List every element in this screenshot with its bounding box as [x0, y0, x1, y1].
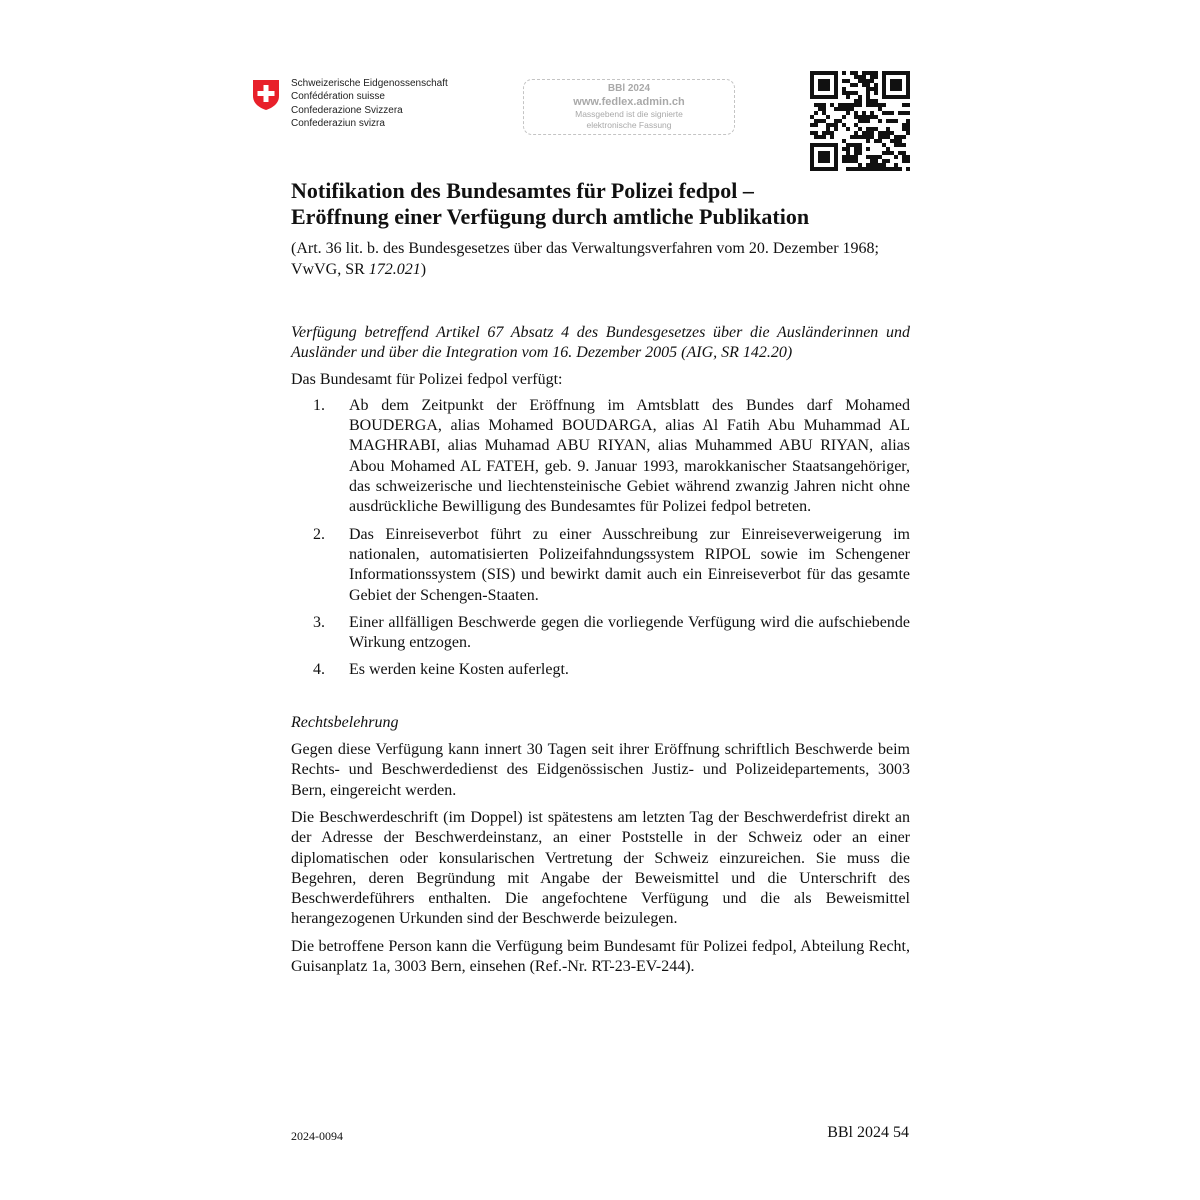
item-text: Einer allfälligen Beschwerde gegen die vorliegende Verfügung wird die aufschiebende Wirkung entzogen.: [349, 613, 910, 652]
page-reference: BBl 2024 54: [827, 1124, 909, 1141]
legal-paragraph-3: Die betroffene Person kann die Verfügung beim Bundesamt für Polizei fedpol, Abteilung Recht, Guisanplatz 1a, 3003 Bern, einsehen (Ref.-Nr. RT-23-EV-244).: [291, 937, 910, 976]
list-item: [291, 613, 910, 654]
stamp-url[interactable]: www.fedlex.admin.ch: [573, 96, 685, 108]
item-text: Ab dem Zeitpunkt der Eröffnung im Amtsblatt des Bundes darf Mohamed BOUDERGA, alias Mohamed BOUDARGA, alias Al Fatih Abu Muhammad AL MAGHRABI, alias Muhamad ABU RIYAN, alias Muhammed ABU RIYAN, alias Abou Mohamed AL FATEH, geb. 9. Januar 1993, marokkanischer Staatsangehöriger, das schweizerische und liechtensteinische Gebiet während zwanzig Jahren nicht ohne ausdrückliche Bewilligung des Bundesamtes für Polizei fedpol betreten.: [349, 396, 910, 516]
item-number: 1.: [313, 396, 325, 414]
list-item: [291, 660, 910, 680]
decision-heading: Verfügung betreffend Artikel 67 Absatz 4 des Bundesgesetzes über die Ausländerinnen und Ausländer und über die Integration vom 16. Dezember 2005 (AIG, SR 142.20): [291, 324, 910, 362]
document-number: 2024-0094: [291, 1129, 343, 1143]
confederation-name-de: Schweizerische Eidgenossenschaft: [291, 78, 448, 89]
legal-paragraph-2: Die Beschwerdeschrift (im Doppel) ist spätestens am letzten Tag der Beschwerdefrist direkt an der Adresse der Beschwerdeinstanz, an einer Poststelle in der Schweiz oder an einer diplomatischen oder konsularischen Vertretung der Schweiz einzureichen. Sie muss die Begehren, deren Begründung mit Angabe der Beweismittel und die Unterschrift des Beschwerdeführers enthalten. Die angefochtene Verfügung und die als Beweismittel herangezogenen Urkunden sind der Beschwerde beizulegen.: [291, 808, 910, 928]
item-text: Es werden keine Kosten auferlegt.: [349, 661, 569, 679]
page-title: [291, 178, 911, 230]
legal-basis-close: ): [420, 261, 427, 278]
qr-code-icon: [810, 71, 910, 171]
confederation-names: [291, 77, 448, 131]
stamp-note-2: elektronische Fassung: [586, 119, 672, 130]
decision-intro: Das Bundesamt für Polizei fedpol verfügt:: [291, 370, 563, 388]
confederation-name-rm: Confederaziun svizra: [291, 118, 385, 130]
confederation-name-it: Confederazione Svizzera: [291, 104, 403, 116]
title-line-2: Eröffnung einer Verfügung durch amtliche Publikation: [291, 204, 810, 229]
swiss-cross-shield-icon: [252, 79, 280, 111]
list-item: [291, 525, 910, 606]
legal-basis-sr: 172.021: [368, 261, 421, 278]
decision-items: [291, 396, 910, 681]
confederation-name-fr: Confédération suisse: [291, 91, 385, 103]
item-text: Das Einreiseverbot führt zu einer Ausschreibung zur Einreiseverweigerung im nationalen, automatisierten Polizeifahndungssystem RIPOL sowie im Schengener Informationssystem (SIS) und bewirkt damit auch ein Einreiseverbot für das gesamte Gebiet der Schengen-Staaten.: [349, 525, 910, 604]
stamp-bbl: BBl 2024: [607, 83, 651, 94]
legal-basis: [291, 238, 911, 280]
document-body: [291, 323, 910, 984]
item-number: 3.: [313, 613, 325, 631]
legal-basis-text: (Art. 36 lit. b. des Bundesgesetzes über das Verwaltungsverfahren vom 20. Dezember 1968; VwVG, SR: [291, 240, 879, 278]
title-line-1: Notifikation des Bundesamtes für Polizei fedpol –: [291, 178, 754, 203]
stamp-note-1: Massgebend ist die signierte: [575, 109, 683, 119]
legal-paragraph-1: Gegen diese Verfügung kann innert 30 Tagen seit ihrer Eröffnung schriftlich Beschwerde beim Rechts- und Beschwerdedienst des Eidgenössischen Justiz- und Polizeidepartements, 3003 Bern, eingereicht werden.: [291, 741, 910, 799]
item-number: 4.: [313, 661, 325, 679]
item-number: 2.: [313, 525, 325, 543]
list-item: [291, 396, 910, 518]
legal-heading: Rechtsbelehrung: [291, 713, 399, 731]
publication-stamp: [523, 79, 735, 135]
